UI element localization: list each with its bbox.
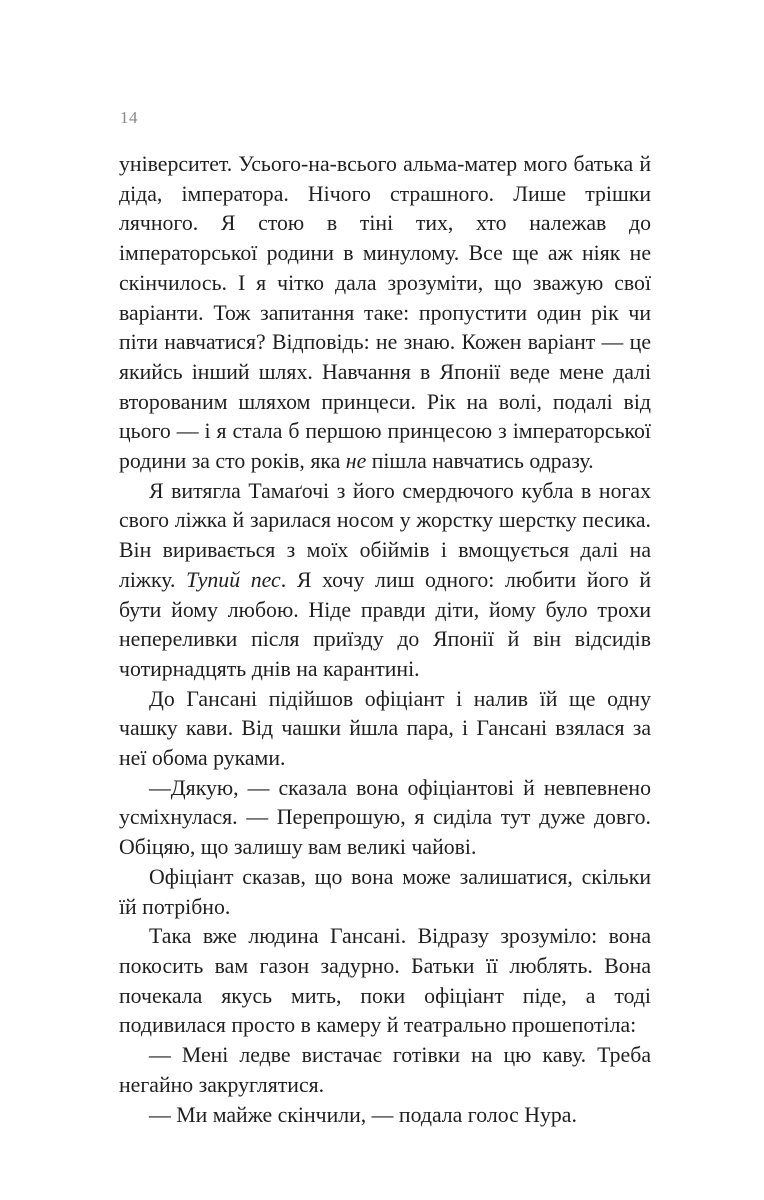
italic-text: Тупий пес [186, 567, 281, 592]
text-run: пішла навчатись одразу. [366, 449, 594, 474]
text-run: . Я хочу лиш одного: любити його й бути йому любою. Ніде правди діти, йому було трохи непереливки після приїзду до Японії й він відсидів чотирнадцять днів на карантині. [119, 567, 651, 681]
body-text [119, 150, 651, 1130]
text-run: — Мені ледве вистачає готівки на цю каву. Треба негайно закруглятися. [119, 1043, 651, 1097]
paragraph [119, 1041, 651, 1100]
paragraph [119, 150, 651, 477]
paragraph [119, 774, 651, 863]
text-run: університет. Усього-на-всього альма-матер мого батька й діда, імператора. Нічого страшного. Лише трішки лячного. Я стою в тіні тих, хто належав до імператорської родини в минулому. Все ще аж ніяк не скінчилось. І я чітко дала зрозуміти, що зважую свої варіанти. Тож запитання таке: пропустити один рік чи піти навчатися? Відповідь: не знаю. Кожен варіант — це якийсь інший шлях. Навчання в Японії веде мене далі второваним шляхом принцеси. Рік на волі, подалі від цього — і я стала б першою принцесою з імператорської родини за сто років, яка [119, 152, 651, 474]
text-run: — Ми майже скінчили, — подала голос Нура. [149, 1102, 577, 1127]
page-number: 14 [120, 108, 138, 127]
paragraph [119, 477, 651, 685]
paragraph [119, 685, 651, 774]
italic-text: не [345, 449, 367, 474]
text-run: Така вже людина Гансані. Відразу зрозуміло: вона покосить вам газон задурно. Батьки її люблять. Вона почекала якусь мить, поки офіціант піде, а тоді подивилася просто в камеру й театрально прошепотіла: [119, 924, 651, 1038]
text-run: —Дякую, — сказала вона офіціантові й невпевнено усміхнулася. — Перепрошую, я сиділа тут дуже довго. Обіцяю, що залишу вам великі чайові. [119, 775, 651, 860]
paragraph [119, 863, 651, 922]
text-run: Офіціант сказав, що вона може залишатися, скільки їй потрібно. [119, 864, 651, 919]
text-run: Я витягла Тамаґочі з його смердючого кубла в ногах свого ліжка й зарилася носом у жорстку шерстку песика. Він виривається з моїх обіймів і вмощується далі на ліжку. [119, 478, 651, 592]
paragraph [119, 1101, 651, 1131]
paragraph [119, 922, 651, 1041]
text-run: До Гансані підійшов офіціант і налив їй ще одну чашку кави. Від чашки йшла пара, і Гансані взялася за неї обома руками. [119, 686, 651, 771]
